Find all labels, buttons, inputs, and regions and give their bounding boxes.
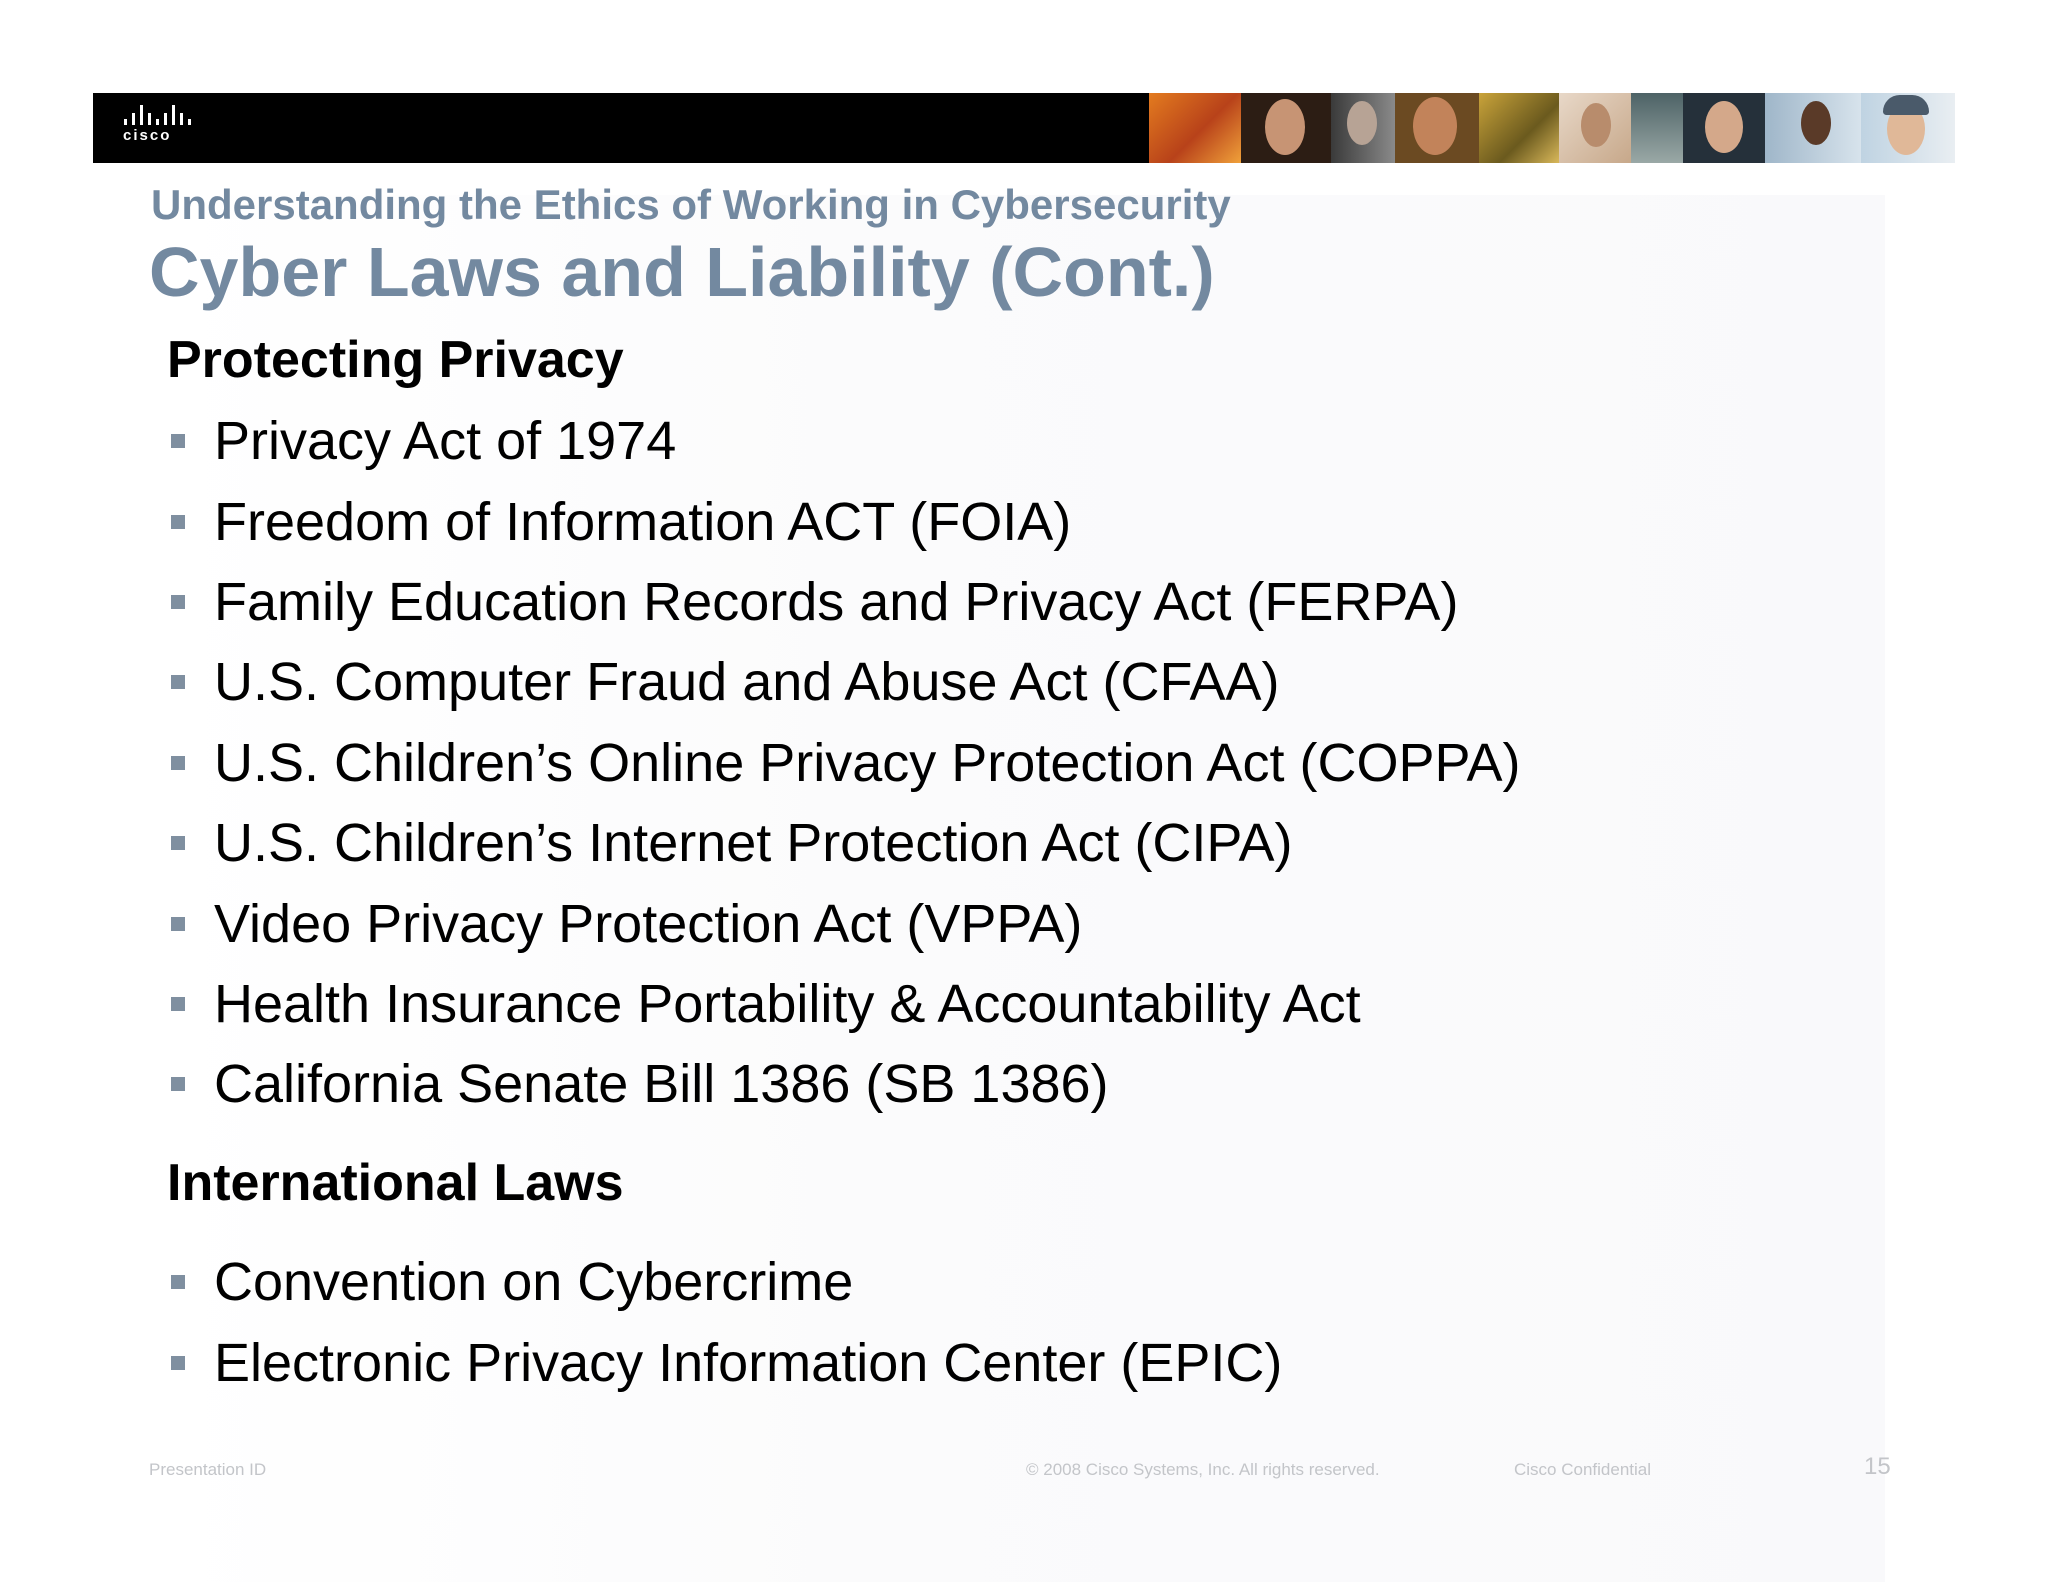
- bullet-square-icon: [171, 515, 185, 529]
- header-photo: [1683, 93, 1765, 163]
- header-photo: [1479, 93, 1559, 163]
- bullet-square-icon: [171, 756, 185, 770]
- bullet-square-icon: [171, 917, 185, 931]
- list-item: [167, 1242, 1282, 1322]
- list-item-text: U.S. Children’s Internet Protection Act (CIPA): [214, 813, 1293, 874]
- bullet-square-icon: [171, 836, 185, 850]
- footer-confidential: Cisco Confidential: [1514, 1460, 1652, 1479]
- header-photo: [1559, 93, 1631, 163]
- section-heading-international-laws: International Laws: [167, 1154, 624, 1212]
- list-item-text: Family Education Records and Privacy Act (FERPA): [214, 571, 1459, 632]
- cisco-logo-text: cisco: [123, 127, 172, 144]
- page-number: 15: [1864, 1453, 1891, 1480]
- section-heading-protecting-privacy: Protecting Privacy: [167, 331, 624, 389]
- list-item-text: Health Insurance Portability & Accountability Act: [214, 973, 1361, 1034]
- list-item: [167, 964, 1520, 1044]
- list-item: [167, 1322, 1282, 1402]
- list-item: [167, 481, 1520, 561]
- bullet-square-icon: [171, 595, 185, 609]
- header-photo: [1765, 93, 1861, 163]
- header-photo: [1631, 93, 1683, 163]
- cisco-logo-bars-icon: [124, 105, 223, 125]
- bullet-square-icon: [171, 675, 185, 689]
- international-laws-list: [167, 1242, 1282, 1403]
- header-photo: [1861, 93, 1955, 163]
- footer-presentation-id: Presentation ID: [149, 1460, 267, 1479]
- list-item: [167, 642, 1520, 722]
- cisco-logo: [123, 105, 223, 153]
- header-photo-strip: [1149, 93, 1955, 163]
- list-item: [167, 1044, 1520, 1124]
- header-photo: [1241, 93, 1331, 163]
- bullet-square-icon: [171, 434, 185, 448]
- list-item-text: Freedom of Information ACT (FOIA): [214, 491, 1072, 552]
- list-item-text: U.S. Children’s Online Privacy Protection Act (COPPA): [214, 732, 1521, 793]
- list-item-text: Privacy Act of 1974: [214, 411, 677, 472]
- list-item-text: Convention on Cybercrime: [214, 1252, 854, 1313]
- list-item: [167, 562, 1520, 642]
- header-photo: [1395, 93, 1479, 163]
- list-item: [167, 723, 1520, 803]
- bullet-square-icon: [171, 1275, 185, 1289]
- list-item: [167, 883, 1520, 963]
- list-item-text: Electronic Privacy Information Center (EPIC): [214, 1332, 1283, 1393]
- footer-copyright: © 2008 Cisco Systems, Inc. All rights reserved.: [1026, 1460, 1380, 1479]
- bullet-square-icon: [171, 1356, 185, 1370]
- slide-subtitle: Understanding the Ethics of Working in Cybersecurity: [151, 181, 1231, 228]
- header-bar: [93, 93, 1955, 163]
- list-item: [167, 401, 1520, 481]
- list-item: [167, 803, 1520, 883]
- bullet-square-icon: [171, 997, 185, 1011]
- bullet-square-icon: [171, 1077, 185, 1091]
- list-item-text: California Senate Bill 1386 (SB 1386): [214, 1054, 1109, 1115]
- list-item-text: U.S. Computer Fraud and Abuse Act (CFAA): [214, 652, 1280, 713]
- header-photo: [1149, 93, 1241, 163]
- privacy-laws-list: [167, 401, 1520, 1125]
- slide-title: Cyber Laws and Liability (Cont.): [149, 233, 1215, 311]
- list-item-text: Video Privacy Protection Act (VPPA): [214, 893, 1083, 954]
- header-photo: [1331, 93, 1395, 163]
